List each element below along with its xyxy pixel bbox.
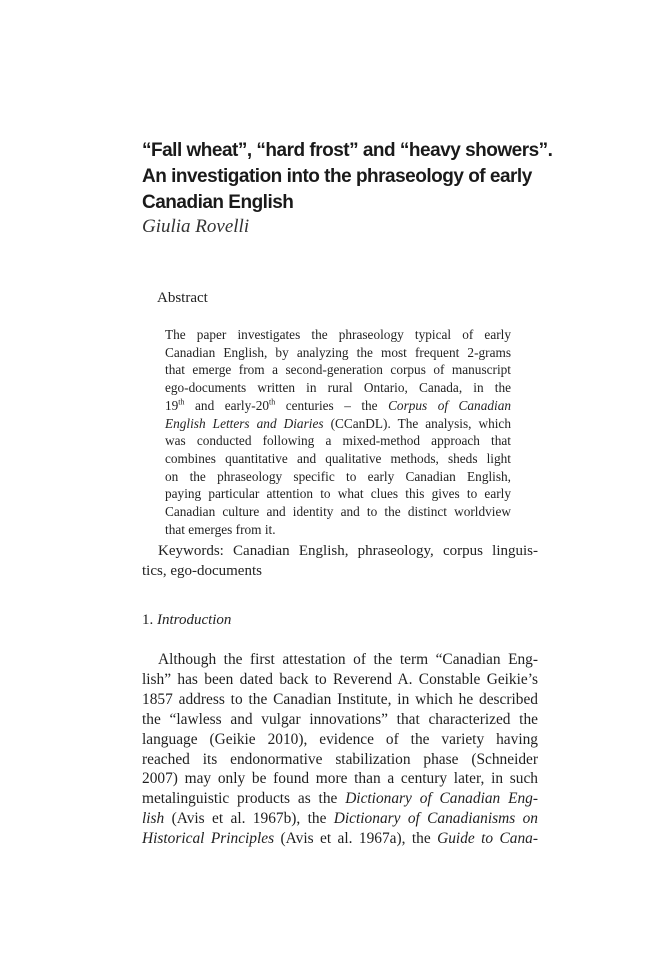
corpus-title: Corpus of Canadian <box>388 397 511 413</box>
abstract-line: The paper investigates the phraseology typical of early <box>165 327 511 342</box>
body-line: 1857 address to the Canadian Institute, in which he described <box>142 690 538 708</box>
abstract-text: (CCanDL). The analysis, which <box>330 415 511 431</box>
author-name: Giulia Rovelli <box>142 216 250 237</box>
abstract-line: that emerge from a second-generation corpus of manuscript <box>165 362 511 378</box>
abstract-line <box>165 397 511 415</box>
body-line <box>142 829 538 849</box>
ordinal-suffix: th <box>178 397 185 407</box>
section-number: 1. <box>142 612 154 628</box>
abstract-line <box>165 415 511 433</box>
body-line <box>142 809 538 829</box>
abstract-heading: Abstract <box>157 290 208 306</box>
title-line: An investigation into the phraseology of early <box>142 166 532 187</box>
body-line: 2007) may only be found more than a century later, in such <box>142 770 538 788</box>
keywords-line: Keywords: Canadian English, phraseology, corpus linguis- <box>158 543 538 559</box>
abstract-line: Canadian English, by analyzing the most frequent 2-grams <box>165 344 511 360</box>
body-line: Although the first attestation of the term “Canadian Eng- <box>158 651 538 668</box>
body-line: language (Geikie 2010), evidence of the variety having <box>142 730 538 748</box>
body-text: (Avis et al. 1967a), the <box>274 830 438 848</box>
cited-title: Guide to Cana- <box>437 830 539 848</box>
abstract-line: ego-documents written in rural Ontario, Canada, in the <box>165 380 511 396</box>
abstract-line: on the phraseology specific to early Canadian English, <box>165 468 511 484</box>
body-line <box>142 789 538 809</box>
title-line: “Fall wheat”, “hard frost” and “heavy showers”. <box>142 140 553 161</box>
abstract-line: combines quantitative and qualitative methods, sheds light <box>165 450 511 466</box>
cited-title: Dictionary of Canadian Eng- <box>345 790 538 808</box>
abstract-text: and early-20 <box>184 397 269 413</box>
title-line: Canadian English <box>142 192 294 213</box>
cited-title: Dictionary of Canadianisms on <box>333 810 538 828</box>
cited-title: Historical Principles <box>142 830 275 848</box>
paper-title <box>142 138 562 216</box>
body-line: lish” has been dated back to Reverend A. Constable Geikie’s <box>142 670 538 688</box>
century-number: 19 <box>165 397 179 413</box>
abstract-line: paying particular attention to what clues this gives to early <box>165 486 511 502</box>
cited-title: lish <box>142 810 165 828</box>
section-title: Introduction <box>157 612 232 628</box>
keywords-line: tics, ego-documents <box>142 562 262 579</box>
introduction-body <box>142 650 538 849</box>
keywords <box>142 542 538 581</box>
body-text: metalinguistic products as the <box>142 790 346 808</box>
abstract-line: was conducted following a mixed-method approach that <box>165 433 511 449</box>
abstract-line: Canadian culture and identity and to the distinct worldview <box>165 504 511 520</box>
corpus-title: English Letters and Diaries <box>165 415 324 431</box>
body-line: reached its endonormative stabilization phase (Schneider <box>142 750 538 768</box>
abstract-body <box>165 326 511 538</box>
abstract-line: that emerges from it. <box>165 521 276 537</box>
abstract-text: centuries – the <box>275 397 389 413</box>
body-line: the “lawless and vulgar innovations” that characterized the <box>142 710 538 728</box>
body-text: (Avis et al. 1967b), the <box>164 810 334 828</box>
ordinal-suffix: th <box>269 397 276 407</box>
section-heading <box>142 612 231 629</box>
